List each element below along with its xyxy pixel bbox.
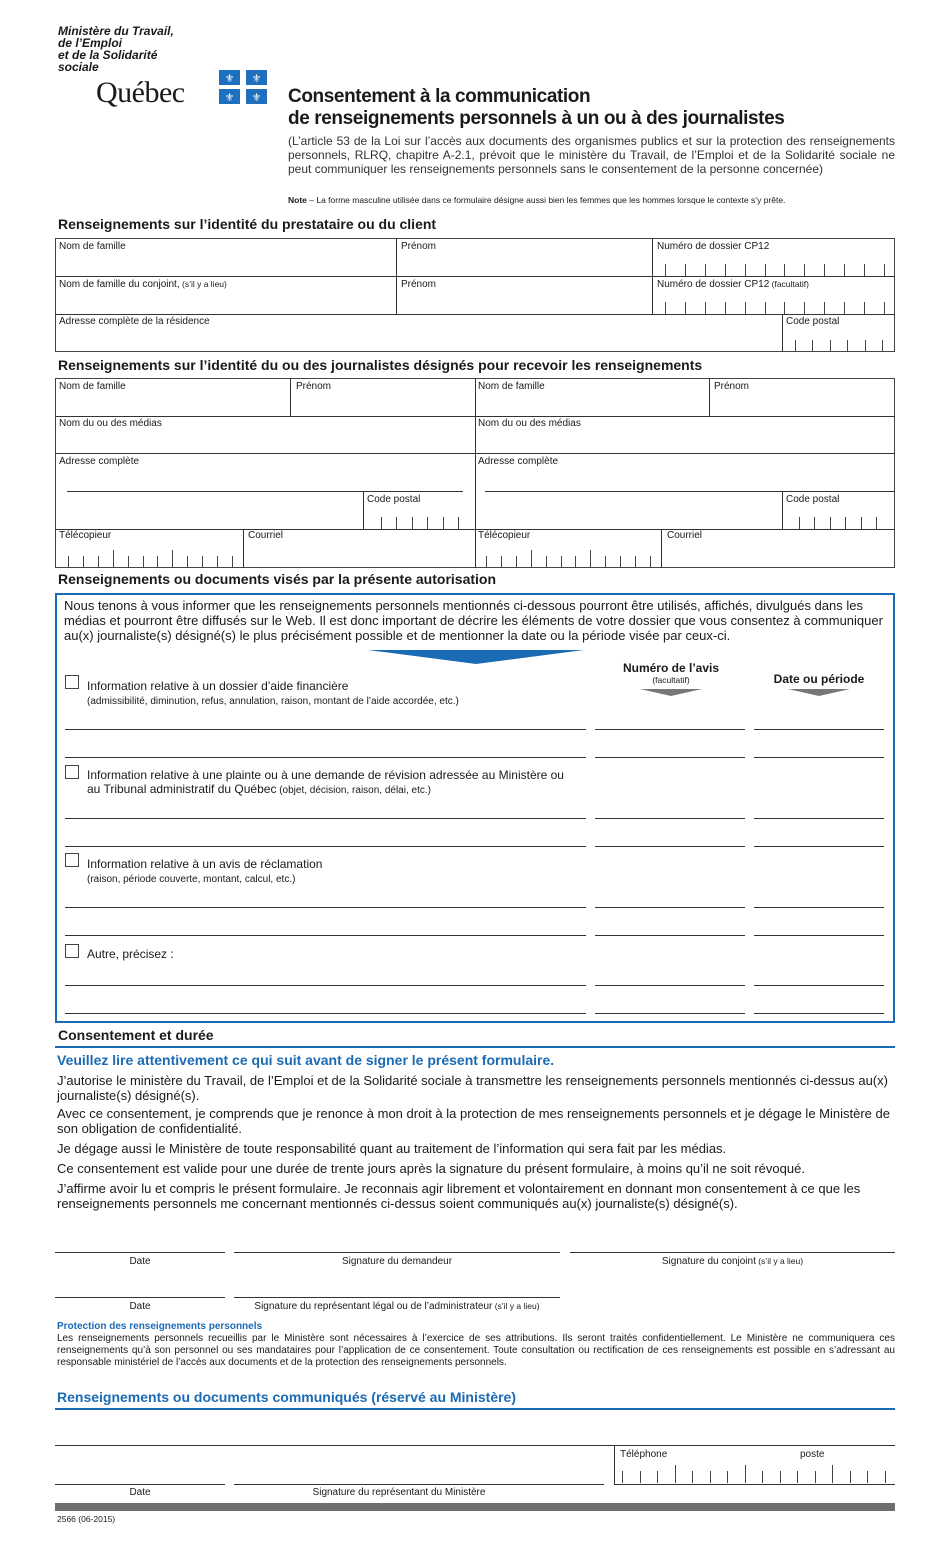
client-first-name-field[interactable]: Prénom [401, 241, 437, 252]
spouse-last-name-label: Nom de famille du conjoint, [59, 279, 180, 290]
journalist1-last-name-field[interactable]: Nom de famille [59, 381, 126, 392]
section-client-title: Renseignements sur l’identité du prestataire ou du client [58, 216, 437, 232]
date-line-3[interactable] [55, 1484, 225, 1485]
spouse-last-name-field[interactable] [59, 279, 227, 290]
ministry-line-3: et de la Solidarité [58, 48, 158, 62]
signature-representant-note: (s’il y a lieu) [492, 1301, 540, 1311]
note-body: – La forme masculine utilisée dans ce formulaire désigne aussi bien les femmes que les hommes lorsque le contexte s’y prête. [306, 195, 786, 205]
signature-representant-line[interactable] [234, 1297, 560, 1298]
checkbox-plainte-revision[interactable] [65, 765, 79, 779]
form-code: 2566 (06-2015) [57, 1514, 116, 1524]
option-plainte-line-2 [87, 782, 564, 798]
col-date-arrow-icon [788, 689, 850, 696]
ministere-phone-ticks [622, 1465, 886, 1483]
col-avis-header [596, 661, 746, 685]
col-avis-sublabel: (facultatif) [652, 675, 690, 685]
date-line-1[interactable] [55, 1252, 225, 1253]
journalist1-email-field[interactable]: Courriel [248, 530, 284, 541]
consent-paragraph-1: J’autorise le ministère du Travail, de l’Emploi et de la Solidarité sociale à transmettre les renseignements personnels mentionnés ci-dessus au(x) journaliste(s) désigné(s). [57, 1073, 888, 1103]
signature-conjoint-text: Signature du conjoint [661, 1256, 756, 1267]
option-plainte-details: (objet, décision, raison, délai, etc.) [276, 785, 431, 796]
spouse-file-number-ticks [665, 302, 885, 314]
option-aide-financiere-details: (admissibilité, diminution, refus, annulation, raison, montant de l’aide accordée, etc.) [87, 696, 459, 707]
client-last-name-field[interactable]: Nom de famille [59, 241, 126, 252]
ministere-phone-field[interactable]: Téléphone [620, 1449, 668, 1460]
consent-warning: Veuillez lire attentivement ce qui suit avant de signer le présent formulaire. [57, 1052, 555, 1068]
journalist2-postal-code-field[interactable]: Code postal [786, 494, 840, 505]
checkbox-avis-reclamation[interactable] [65, 853, 79, 867]
signature-conjoint-label [570, 1256, 895, 1267]
note-label: Note [288, 195, 307, 205]
section-consent-title: Consentement et durée [58, 1027, 214, 1043]
signature-ministere-line[interactable] [234, 1484, 604, 1485]
journalist2-media-field[interactable]: Nom du ou des médias [478, 418, 581, 429]
client-postal-code-field[interactable]: Code postal [786, 316, 840, 327]
svg-text:⚜: ⚜ [251, 73, 262, 85]
consent-paragraph-2: Avec ce consentement, je comprends que je renonce à mon droit à la protection de mes renseignements personnels et je dégage le Ministère de son obligation de confidentialité. [57, 1106, 890, 1136]
journalist1-postal-code-ticks [381, 517, 459, 529]
svg-text:⚜: ⚜ [251, 92, 262, 104]
signature-demandeur-label: Signature du demandeur [341, 1256, 453, 1267]
date-label-3: Date [129, 1487, 151, 1498]
form-title-line-1: Consentement à la communication [288, 86, 591, 107]
client-file-number-ticks [665, 264, 885, 276]
ministry-name [58, 25, 174, 73]
option-avis-label: Information relative à un avis de réclamation [87, 857, 323, 871]
journalist2-last-name-field[interactable]: Nom de famille [478, 381, 545, 392]
client-file-number-field[interactable]: Numéro de dossier CP12 [657, 241, 770, 252]
signature-conjoint-note: (s’il y a lieu) [755, 1256, 804, 1266]
journalist2-address-field[interactable]: Adresse complète [478, 456, 559, 467]
quebec-logo-text: Québec [96, 76, 185, 109]
option-aide-financiere-label: Information relative à un dossier d’aide financière [87, 679, 349, 693]
option-plainte-revision [87, 768, 564, 798]
journalist2-fax-field[interactable]: Télécopieur [478, 530, 531, 541]
svg-text:⚜: ⚜ [224, 92, 235, 104]
blue-arrow-icon [368, 650, 584, 664]
col-date-header: Date ou période [773, 672, 865, 686]
option-plainte-line-1: Information relative à une plainte ou à une demande de révision adressée au Ministère ou [87, 768, 564, 782]
footer-bar [55, 1503, 895, 1511]
spouse-file-number-field[interactable] [657, 279, 809, 290]
date-label-2: Date [129, 1301, 151, 1312]
section-journalist-title: Renseignements sur l’identité du ou des journalistes désignés pour recevoir les renseignements [58, 357, 703, 373]
protection-title: Protection des renseignements personnels [57, 1321, 263, 1332]
col-avis-label: Numéro de l’avis [622, 661, 720, 675]
form-title-line-2: de renseignements personnels à un ou à des journalistes [288, 108, 785, 129]
option-aide-financiere [87, 679, 459, 709]
consent-paragraph-3: Je dégage aussi le Ministère de toute responsabilité quant au traitement de l’information qui sera fait par les médias. [57, 1141, 727, 1156]
journalist2-fax-ticks [486, 550, 651, 568]
quebec-flag-icon [219, 70, 267, 104]
option-avis-details: (raison, période couverte, montant, calcul, etc.) [87, 874, 296, 885]
checkbox-autre[interactable] [65, 944, 79, 958]
journalist2-postal-code-ticks [799, 517, 877, 529]
section-documents-title: Renseignements ou documents visés par la présente autorisation [58, 571, 497, 587]
col-avis-arrow-icon [640, 689, 702, 696]
journalist1-postal-code-field[interactable]: Code postal [367, 494, 421, 505]
consent-paragraph-5: J’affirme avoir lu et compris le présent formulaire. Je reconnais agir librement et volontairement en donnant mon consentement à ce que les renseignements personnels me concernant mentionnés ci-dessus soient communiqués au(x) journaliste(s) désigné(s). [57, 1181, 861, 1211]
signature-conjoint-line[interactable] [570, 1252, 895, 1253]
note-text [288, 195, 786, 205]
client-postal-code-ticks [795, 340, 883, 352]
option-autre-label: Autre, précisez : [87, 947, 174, 961]
spouse-file-number-label: Numéro de dossier CP12 [657, 279, 770, 290]
form-title [288, 86, 784, 130]
section-ministere-title: Renseignements ou documents communiqués (réservé au Ministère) [57, 1389, 517, 1405]
ministry-line-4: sociale [58, 60, 99, 74]
option-plainte-line-2-text: au Tribunal administratif du Québec [87, 782, 277, 796]
journalist2-first-name-field[interactable]: Prénom [714, 381, 750, 392]
signature-ministere-label: Signature du représentant du Ministère [312, 1487, 486, 1498]
signature-representant-text: Signature du représentant légal ou de l’administrateur [254, 1301, 493, 1312]
spouse-file-optional-note: (facultatif) [769, 279, 809, 289]
documents-intro: Nous tenons à vous informer que les renseignements personnels mentionnés ci-dessous pourront être utilisés, affichés, divulgués dans les médias et pourront être diffusés sur le Web. Il est donc important de décrire les éléments de votre dossier que vous consentez à communiquer au(x) journaliste(s) désigné(s) le plus précisément possible et de mentionner la date ou la période visée par ceux-ci. [64, 598, 883, 643]
journalist1-address-field[interactable]: Adresse complète [59, 456, 140, 467]
ministry-line-2: de l’Emploi [58, 36, 123, 50]
journalist1-fax-field[interactable]: Télécopieur [59, 530, 112, 541]
checkbox-aide-financiere[interactable] [65, 675, 79, 689]
date-label-1: Date [129, 1256, 151, 1267]
consent-paragraph-4: Ce consentement est valide pour une durée de trente jours après la signature du présent formulaire, à moins qu’il ne soit révoqué. [57, 1161, 805, 1176]
journalist1-media-field[interactable]: Nom du ou des médias [59, 418, 162, 429]
spouse-first-name-field[interactable]: Prénom [401, 279, 437, 290]
svg-text:⚜: ⚜ [224, 73, 235, 85]
client-address-field[interactable]: Adresse complète de la résidence [59, 316, 210, 327]
intro-text: (L’article 53 de la Loi sur l’accès aux documents des organismes publics et sur la protection des renseignements personnels, RLRQ, chapitre A-2.1, prévoit que le ministère du Travail, de l’Emploi et de la Solidarité sociale ne peut communiquer les renseignements personnels sans le consentement de la personne concernée) [288, 134, 895, 176]
ministry-line-1: Ministère du Travail, [58, 24, 174, 38]
signature-demandeur-line[interactable] [234, 1252, 560, 1253]
date-line-2[interactable] [55, 1297, 225, 1298]
option-avis-reclamation [87, 857, 322, 887]
signature-representant-label [234, 1301, 560, 1312]
spouse-optional-note: (s’il y a lieu) [179, 279, 227, 289]
journalist1-first-name-field[interactable]: Prénom [296, 381, 332, 392]
protection-text: Les renseignements personnels recueillis par le Ministère sont nécessaires à l’exercice de ses attributions. Ils seront traités confidentiellement. Le Ministère ne communiquera ces renseignements qu’à son personnel ou ses mandataires pour l’application de ce consentement. Toute consultation ou rectification de ces renseignements est possible en s’adressant au responsable ministériel de l’accès aux documents et de la protection des renseignements personnels. [57, 1333, 895, 1368]
journalist2-email-field[interactable]: Courriel [667, 530, 703, 541]
client-identity-box [55, 238, 895, 352]
ministere-extension-field[interactable]: poste [800, 1449, 825, 1460]
journalist1-fax-ticks [68, 550, 233, 568]
